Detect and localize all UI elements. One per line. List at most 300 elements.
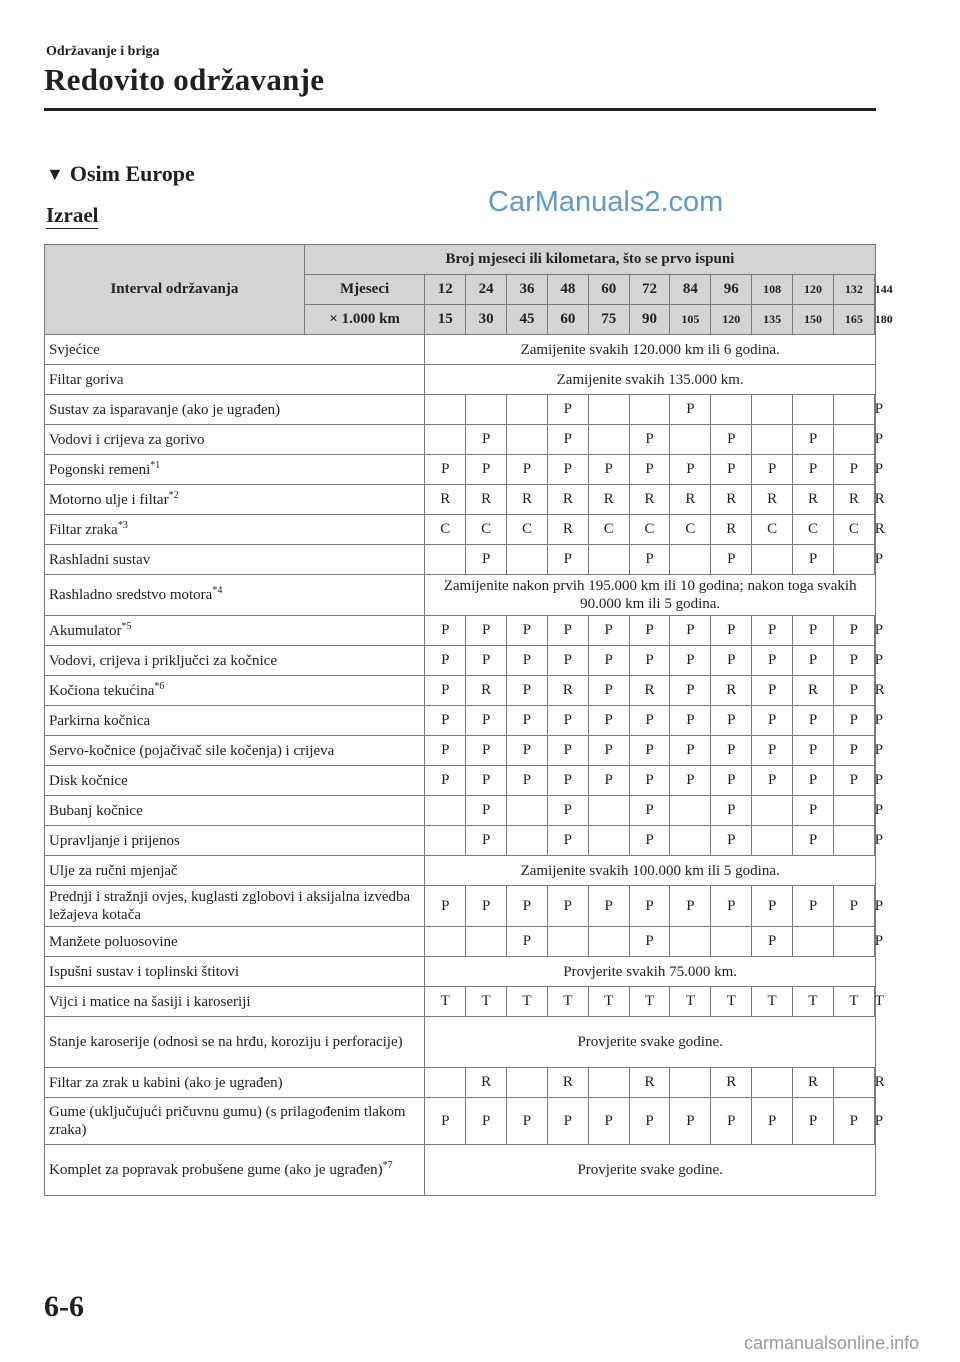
item-cell xyxy=(45,927,425,957)
item-label: Manžete poluosovine xyxy=(49,933,178,950)
item-label: Filtar za zrak u kabini (ako je ugrađen) xyxy=(49,1074,283,1091)
km-cell: 105 xyxy=(670,305,711,335)
region-heading: Izrael xyxy=(46,203,99,227)
action-cell: P xyxy=(874,616,875,646)
item-cell xyxy=(45,957,425,987)
action-cell: P xyxy=(629,455,670,485)
item-cell xyxy=(45,646,425,676)
action-cell: R xyxy=(874,1068,875,1098)
section-label: Održavanje i briga xyxy=(46,44,160,59)
action-cell: R xyxy=(629,676,670,706)
page-number: 6-6 xyxy=(44,1290,84,1323)
months-label: Mjeseci xyxy=(304,275,424,305)
action-cell: R xyxy=(874,515,875,545)
item-cell xyxy=(45,575,425,616)
action-cell: P xyxy=(588,706,629,736)
item-label: Vodovi i crijeva za gorivo xyxy=(49,431,205,448)
month-cell: 60 xyxy=(588,275,629,305)
km-cell: 90 xyxy=(629,305,670,335)
action-cell: P xyxy=(466,455,507,485)
month-cell: 24 xyxy=(466,275,507,305)
action-cell: C xyxy=(466,515,507,545)
action-cell: C xyxy=(793,515,834,545)
item-cell xyxy=(45,515,425,545)
action-cell: P xyxy=(711,766,752,796)
action-cell: P xyxy=(547,455,588,485)
item-cell xyxy=(45,365,425,395)
action-cell: P xyxy=(711,796,752,826)
action-cell: P xyxy=(670,886,711,927)
action-cell: P xyxy=(507,736,548,766)
action-cell: P xyxy=(670,616,711,646)
footer-url: carmanualsonline.info xyxy=(744,1333,920,1353)
item-cell xyxy=(45,455,425,485)
action-cell: P xyxy=(425,766,466,796)
action-cell: P xyxy=(711,425,752,455)
action-cell xyxy=(833,927,874,957)
interval-note: Provjerite svake godine. xyxy=(425,1145,876,1196)
action-cell: P xyxy=(466,766,507,796)
action-cell xyxy=(833,1068,874,1098)
action-cell: P xyxy=(752,1098,793,1145)
action-cell: P xyxy=(466,826,507,856)
action-cell xyxy=(711,927,752,957)
item-label: Disk kočnice xyxy=(49,772,128,789)
table-row xyxy=(45,676,876,706)
action-cell: P xyxy=(507,927,548,957)
action-cell: R xyxy=(629,485,670,515)
action-cell: P xyxy=(874,766,875,796)
action-cell: P xyxy=(425,1098,466,1145)
action-cell: P xyxy=(711,886,752,927)
triangle-marker-icon: ▼ xyxy=(46,164,64,184)
action-cell xyxy=(670,826,711,856)
action-cell: P xyxy=(547,425,588,455)
km-label: × 1.000 km xyxy=(304,305,424,335)
action-cell: P xyxy=(711,545,752,575)
footnote-marker: *6 xyxy=(154,680,165,692)
item-cell xyxy=(45,736,425,766)
action-cell: T xyxy=(547,987,588,1017)
action-cell: P xyxy=(874,545,875,575)
action-cell: P xyxy=(629,796,670,826)
action-cell: P xyxy=(629,826,670,856)
action-cell: P xyxy=(588,886,629,927)
month-cell: 84 xyxy=(670,275,711,305)
km-cell: 15 xyxy=(425,305,466,335)
action-cell: R xyxy=(466,1068,507,1098)
table-row xyxy=(45,425,876,455)
action-cell: P xyxy=(874,1098,875,1145)
action-cell: P xyxy=(588,616,629,646)
km-cell: 45 xyxy=(507,305,548,335)
table-row xyxy=(45,856,876,886)
action-cell: P xyxy=(466,886,507,927)
item-label: Stanje karoserije (odnosi se na hrđu, koroziju i perforacije) xyxy=(49,1034,403,1050)
action-cell xyxy=(588,826,629,856)
action-cell xyxy=(588,927,629,957)
action-cell: P xyxy=(874,425,875,455)
action-cell: P xyxy=(833,766,874,796)
km-cell: 120 xyxy=(711,305,752,335)
action-cell: P xyxy=(507,616,548,646)
table-header-row xyxy=(45,245,876,275)
action-cell: P xyxy=(874,395,875,425)
interval-note: Provjerite svakih 75.000 km. xyxy=(425,957,876,987)
item-cell xyxy=(45,425,425,455)
action-cell: P xyxy=(588,736,629,766)
action-cell: P xyxy=(507,706,548,736)
action-cell xyxy=(507,826,548,856)
item-label: Servo-kočnice (pojačivač sile kočenja) i crijeva xyxy=(49,742,335,759)
action-cell: P xyxy=(466,736,507,766)
item-label: Akumulator xyxy=(49,622,122,639)
title-divider xyxy=(44,108,876,111)
action-cell: P xyxy=(711,455,752,485)
action-cell: P xyxy=(874,736,875,766)
item-label: Kočiona tekućina xyxy=(49,682,155,699)
item-cell xyxy=(45,886,425,927)
action-cell xyxy=(670,425,711,455)
action-cell: R xyxy=(547,1068,588,1098)
action-cell: P xyxy=(629,545,670,575)
action-cell xyxy=(507,425,548,455)
km-cell: 180 xyxy=(874,305,875,335)
table-row xyxy=(45,987,876,1017)
item-cell xyxy=(45,1098,425,1145)
action-cell: P xyxy=(711,706,752,736)
table-row xyxy=(45,766,876,796)
action-cell: P xyxy=(629,736,670,766)
action-cell: P xyxy=(874,927,875,957)
watermark-logo: CarManuals2.com xyxy=(488,186,724,218)
action-cell xyxy=(425,927,466,957)
action-cell: R xyxy=(711,676,752,706)
action-cell: P xyxy=(752,616,793,646)
action-cell: P xyxy=(752,455,793,485)
table-row xyxy=(45,485,876,515)
action-cell: P xyxy=(507,1098,548,1145)
month-cell: 96 xyxy=(711,275,752,305)
action-cell: P xyxy=(711,1098,752,1145)
item-cell xyxy=(45,1068,425,1098)
action-cell: P xyxy=(793,826,834,856)
table-row xyxy=(45,515,876,545)
action-cell: P xyxy=(752,676,793,706)
action-cell: P xyxy=(752,886,793,927)
action-cell: P xyxy=(425,455,466,485)
action-cell: P xyxy=(670,676,711,706)
table-row xyxy=(45,646,876,676)
action-cell: C xyxy=(507,515,548,545)
item-label: Svjećice xyxy=(49,341,100,358)
table-row xyxy=(45,826,876,856)
action-cell: P xyxy=(466,706,507,736)
interval-note: Zamijenite nakon prvih 195.000 km ili 10 godina; nakon toga svakih 90.000 km ili 5 godina. xyxy=(425,575,876,616)
action-cell xyxy=(507,395,548,425)
action-cell xyxy=(752,545,793,575)
action-cell: T xyxy=(711,987,752,1017)
page-title: Redovito održavanje xyxy=(44,62,325,97)
table-row xyxy=(45,335,876,365)
action-cell xyxy=(670,796,711,826)
interval-note: Zamijenite svakih 135.000 km. xyxy=(425,365,876,395)
action-cell xyxy=(466,927,507,957)
table-row xyxy=(45,616,876,646)
action-cell: P xyxy=(425,736,466,766)
action-cell: T xyxy=(874,987,875,1017)
action-cell: R xyxy=(425,485,466,515)
action-cell: P xyxy=(425,886,466,927)
item-label: Sustav za isparavanje (ako je ugrađen) xyxy=(49,401,281,418)
footnote-marker: *1 xyxy=(150,459,161,471)
table-row xyxy=(45,1017,876,1068)
action-cell xyxy=(752,796,793,826)
item-cell xyxy=(45,987,425,1017)
action-cell: P xyxy=(588,766,629,796)
action-cell: T xyxy=(588,987,629,1017)
action-cell: P xyxy=(547,886,588,927)
action-cell: P xyxy=(670,646,711,676)
item-cell xyxy=(45,796,425,826)
action-cell: P xyxy=(629,706,670,736)
action-cell: P xyxy=(588,455,629,485)
item-label: Vijci i matice na šasiji i karoseriji xyxy=(49,993,251,1010)
action-cell: R xyxy=(711,1068,752,1098)
action-cell: C xyxy=(588,515,629,545)
action-cell xyxy=(466,395,507,425)
action-cell: T xyxy=(425,987,466,1017)
action-cell xyxy=(752,1068,793,1098)
action-cell xyxy=(425,545,466,575)
item-cell xyxy=(45,676,425,706)
action-cell: P xyxy=(466,796,507,826)
action-cell: R xyxy=(752,485,793,515)
item-cell xyxy=(45,1017,425,1068)
action-cell: C xyxy=(752,515,793,545)
table-row xyxy=(45,1068,876,1098)
action-cell: P xyxy=(466,545,507,575)
action-cell xyxy=(507,796,548,826)
month-cell: 132 xyxy=(833,275,874,305)
month-cell: 72 xyxy=(629,275,670,305)
action-cell: P xyxy=(752,646,793,676)
action-cell: P xyxy=(793,796,834,826)
km-cell: 165 xyxy=(833,305,874,335)
action-cell xyxy=(588,425,629,455)
item-cell xyxy=(45,395,425,425)
action-cell: P xyxy=(425,646,466,676)
action-cell: P xyxy=(547,1098,588,1145)
action-cell: R xyxy=(547,485,588,515)
action-cell: P xyxy=(670,706,711,736)
action-cell: P xyxy=(833,706,874,736)
table-body xyxy=(45,335,885,1196)
action-cell: P xyxy=(629,1098,670,1145)
action-cell: R xyxy=(588,485,629,515)
action-cell: P xyxy=(547,736,588,766)
action-cell: P xyxy=(466,616,507,646)
action-cell xyxy=(670,1068,711,1098)
action-cell: P xyxy=(507,766,548,796)
table-row xyxy=(45,957,876,987)
action-cell: P xyxy=(711,736,752,766)
action-cell: P xyxy=(752,927,793,957)
action-cell xyxy=(752,826,793,856)
action-cell: P xyxy=(874,455,875,485)
interval-header: Interval održavanja xyxy=(45,245,305,335)
action-cell xyxy=(425,425,466,455)
item-label: Upravljanje i prijenos xyxy=(49,832,180,849)
action-cell: R xyxy=(547,515,588,545)
maintenance-table xyxy=(44,244,893,1196)
item-label: Gume (uključujući pričuvnu gumu) (s prilagođenim tlakom zraka) xyxy=(49,1104,406,1138)
action-cell: P xyxy=(874,646,875,676)
action-cell: P xyxy=(793,616,834,646)
table-row xyxy=(45,575,876,616)
action-cell: P xyxy=(833,1098,874,1145)
action-cell xyxy=(507,545,548,575)
action-cell: C xyxy=(833,515,874,545)
item-label: Bubanj kočnice xyxy=(49,802,143,819)
action-cell: P xyxy=(670,1098,711,1145)
action-cell: P xyxy=(588,676,629,706)
action-cell: P xyxy=(507,886,548,927)
action-cell: P xyxy=(547,826,588,856)
footnote-marker: *4 xyxy=(212,585,223,596)
action-cell: P xyxy=(833,646,874,676)
action-cell: P xyxy=(793,545,834,575)
action-cell: P xyxy=(670,766,711,796)
action-cell: P xyxy=(833,616,874,646)
km-cell: 30 xyxy=(466,305,507,335)
action-cell: P xyxy=(507,455,548,485)
month-cell: 144 xyxy=(874,275,875,305)
action-cell: P xyxy=(588,1098,629,1145)
action-cell: P xyxy=(833,886,874,927)
action-cell: P xyxy=(629,616,670,646)
action-cell: P xyxy=(466,646,507,676)
action-cell: P xyxy=(752,736,793,766)
table-row xyxy=(45,886,876,927)
action-cell: P xyxy=(793,455,834,485)
km-cell: 75 xyxy=(588,305,629,335)
action-cell: P xyxy=(670,395,711,425)
item-cell xyxy=(45,766,425,796)
item-cell xyxy=(45,335,425,365)
km-cell: 60 xyxy=(547,305,588,335)
action-cell: P xyxy=(466,425,507,455)
km-cell: 150 xyxy=(793,305,834,335)
table-row xyxy=(45,395,876,425)
action-cell: T xyxy=(752,987,793,1017)
action-cell: P xyxy=(547,796,588,826)
action-cell: T xyxy=(629,987,670,1017)
action-cell: R xyxy=(670,485,711,515)
action-cell xyxy=(833,545,874,575)
action-cell: P xyxy=(425,676,466,706)
action-cell: P xyxy=(793,736,834,766)
action-cell: P xyxy=(629,886,670,927)
action-cell: P xyxy=(793,646,834,676)
footnote-marker: *5 xyxy=(121,620,132,632)
action-cell: P xyxy=(629,425,670,455)
item-label: Motorno ulje i filtar xyxy=(49,491,169,508)
action-cell xyxy=(670,927,711,957)
action-cell: P xyxy=(874,796,875,826)
interval-note: Provjerite svake godine. xyxy=(425,1017,876,1068)
action-cell: P xyxy=(670,455,711,485)
action-cell: P xyxy=(711,826,752,856)
action-cell: P xyxy=(793,706,834,736)
action-cell xyxy=(793,927,834,957)
item-cell xyxy=(45,616,425,646)
month-cell: 48 xyxy=(547,275,588,305)
table-row xyxy=(45,927,876,957)
action-cell: R xyxy=(711,485,752,515)
item-label: Komplet za popravak probušene gume (ako je ugrađen) xyxy=(49,1162,383,1178)
action-cell xyxy=(588,395,629,425)
action-cell: P xyxy=(547,766,588,796)
item-cell xyxy=(45,545,425,575)
interval-note: Zamijenite svakih 100.000 km ili 5 godina. xyxy=(425,856,876,886)
table-row xyxy=(45,736,876,766)
table-row xyxy=(45,706,876,736)
action-cell xyxy=(752,395,793,425)
item-label: Filtar goriva xyxy=(49,371,124,388)
item-label: Pogonski remeni xyxy=(49,461,151,478)
item-cell xyxy=(45,856,425,886)
action-cell: C xyxy=(670,515,711,545)
month-cell: 12 xyxy=(425,275,466,305)
action-cell: P xyxy=(547,395,588,425)
table-row xyxy=(45,545,876,575)
action-cell xyxy=(833,826,874,856)
action-cell: R xyxy=(793,1068,834,1098)
action-cell: R xyxy=(833,485,874,515)
action-cell: P xyxy=(833,455,874,485)
item-label: Parkirna kočnica xyxy=(49,712,151,729)
action-cell: P xyxy=(793,766,834,796)
action-cell: P xyxy=(507,676,548,706)
action-cell: R xyxy=(466,485,507,515)
action-cell xyxy=(629,395,670,425)
action-cell xyxy=(425,395,466,425)
month-cell: 120 xyxy=(793,275,834,305)
action-cell: P xyxy=(547,616,588,646)
action-cell: R xyxy=(874,485,875,515)
action-cell xyxy=(833,425,874,455)
action-cell: P xyxy=(629,646,670,676)
item-cell xyxy=(45,706,425,736)
item-label: Filtar zraka xyxy=(49,521,118,538)
action-cell xyxy=(588,1068,629,1098)
item-label: Vodovi, crijeva i priključci za kočnice xyxy=(49,652,277,669)
action-cell: P xyxy=(629,766,670,796)
month-cell: 36 xyxy=(507,275,548,305)
action-cell: R xyxy=(874,676,875,706)
group-header: Broj mjeseci ili kilometara, što se prvo ispuni xyxy=(304,245,875,275)
action-cell xyxy=(833,796,874,826)
action-cell: P xyxy=(874,886,875,927)
action-cell: P xyxy=(425,616,466,646)
item-label: Ulje za ručni mjenjač xyxy=(49,862,178,879)
action-cell: T xyxy=(793,987,834,1017)
km-cell: 135 xyxy=(752,305,793,335)
action-cell: P xyxy=(874,826,875,856)
action-cell xyxy=(670,545,711,575)
table-row xyxy=(45,365,876,395)
